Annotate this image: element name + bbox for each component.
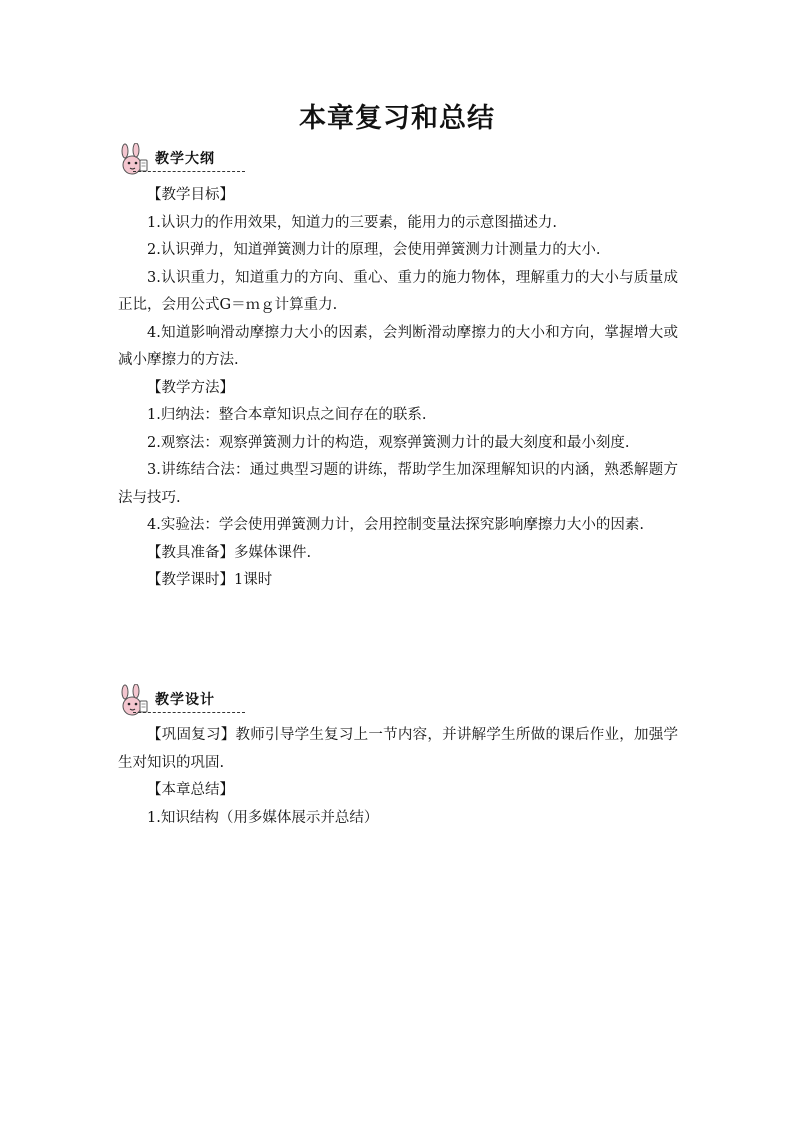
paragraph: 2.观察法：观察弹簧测力计的构造，观察弹簧测力计的最大刻度和最小刻度. (147, 434, 630, 451)
section-header-outline (115, 143, 245, 177)
paragraph: 4.知道影响滑动摩擦力大小的因素，会判断滑动摩擦力的大小和方向，掌握增大或减小摩擦力的方法. (118, 324, 678, 368)
document-title: 本章复习和总结 (299, 103, 495, 134)
section-outline-body (118, 182, 678, 595)
paragraph: 3.讲练结合法：通过典型习题的讲练，帮助学生加深理解知识的内涵，熟悉解题方法与技巧. (118, 462, 678, 506)
paragraph: 【教学课时】1课时 (147, 572, 273, 588)
paragraph: 1.归纳法：整合本章知识点之间存在的联系. (147, 407, 427, 423)
paragraph: 4.实验法：学会使用弹簧测力计，会用控制变量法探究影响摩擦力大小的因素. (147, 517, 644, 533)
section-header-underline (133, 712, 245, 713)
section-design-body (118, 722, 678, 832)
paragraph: 1.认识力的作用效果，知道力的三要素，能用力的示意图描述力. (147, 214, 557, 231)
paragraph: 3.认识重力，知道重力的方向、重心、重力的施力物体，理解重力的大小与质量成正比，会用公式G＝ｍｇ计算重力. (118, 269, 678, 313)
paragraph: 【本章总结】 (147, 782, 234, 798)
paragraph: 【教具准备】多媒体课件. (147, 544, 312, 561)
section-header-underline (133, 171, 245, 172)
paragraph: 【巩固复习】教师引导学生复习上一节内容，并讲解学生所做的课后作业，加强学生对知识的巩固. (118, 727, 678, 771)
section-header-label: 教学设计 (155, 692, 215, 708)
section-header-label: 教学大纲 (155, 151, 215, 167)
section-header-design (115, 684, 245, 718)
paragraph: 1.知识结构（用多媒体展示并总结） (147, 809, 379, 826)
paragraph: 2.认识弹力，知道弹簧测力计的原理，会使用弹簧测力计测量力的大小. (147, 242, 601, 258)
paragraph: 【教学目标】 (147, 187, 234, 203)
paragraph: 【教学方法】 (147, 379, 234, 396)
